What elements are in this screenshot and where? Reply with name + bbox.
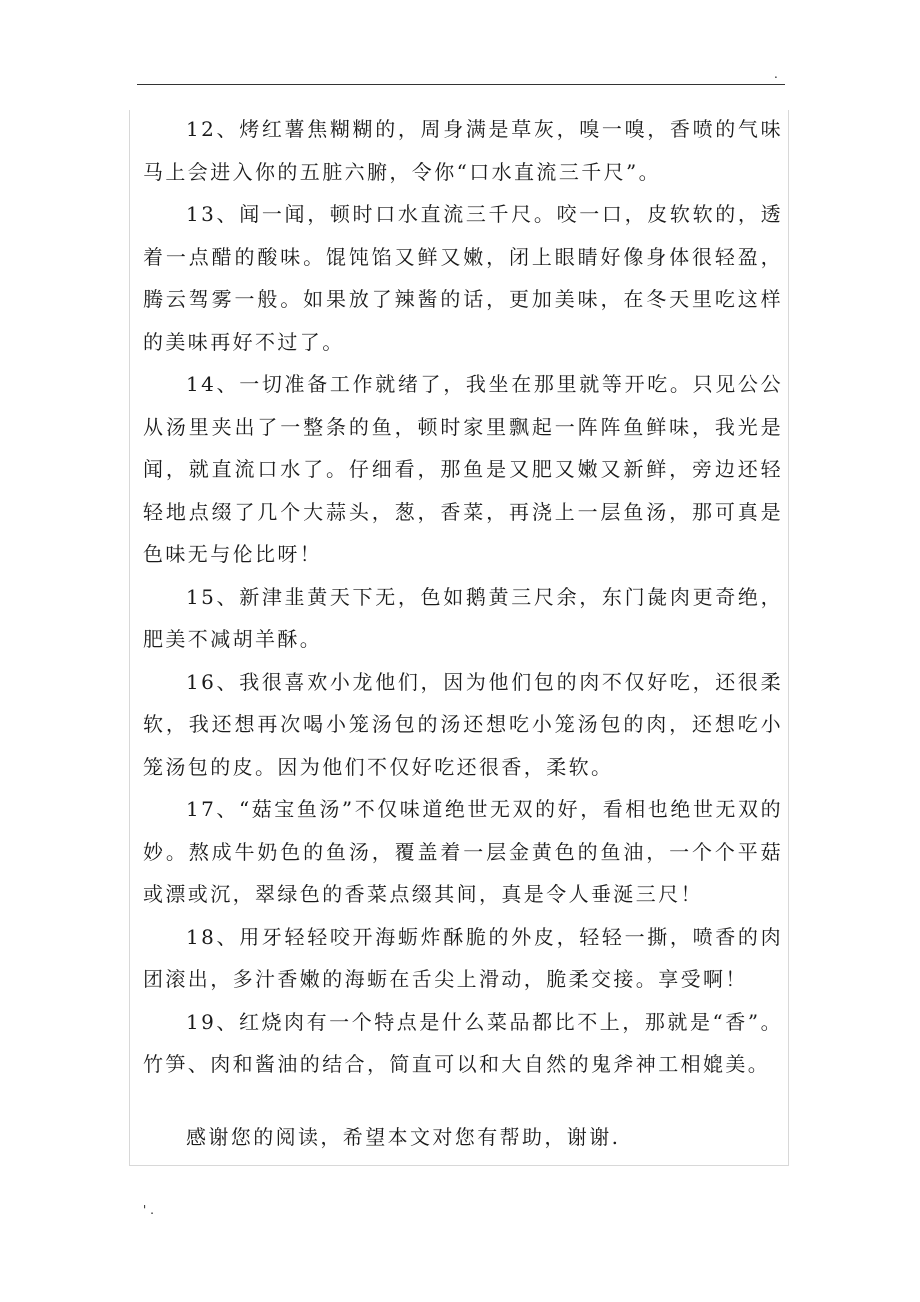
paragraph-16: 16、我很喜欢小龙他们，因为他们包的肉不仅好吃，还很柔软，我还想再次喝小笼汤包的汤还想吃小笼汤包的肉，还想吃小笼汤包的皮。因为他们不仅好吃还很香，柔软。 [143, 669, 783, 779]
paragraph-19: 19、红烧肉有一个特点是什么菜品都比不上，那就是“香”。竹笋、肉和酱油的结合，简直可以和大自然的鬼斧神工相媲美。 [143, 1009, 783, 1076]
closing-line: 感谢您的阅读，希望本文对您有帮助，谢谢. [186, 1125, 621, 1149]
footer-mark: ' . [143, 1203, 154, 1217]
header-rule [137, 84, 785, 85]
paragraph-17: 17、“菇宝鱼汤”不仅味道绝世无双的好，看相也绝世无双的妙。熬成牛奶色的鱼汤，覆盖着一层金黄色的鱼油，一个个平菇或漂或沉，翠绿色的香菜点缀其间，真是令人垂涎三尺！ [143, 797, 783, 906]
paragraph-13: 13、闻一闻，顿时口水直流三千尺。咬一口，皮软软的，透着一点醋的酸味。馄饨馅又鲜又嫩，闭上眼睛好像身体很轻盈，腾云驾雾一般。如果放了辣酱的话，更加美味，在冬天里吃这样的美味再好不过了。 [143, 202, 783, 354]
paragraph-12: 12、烤红薯焦糊糊的，周身满是草灰，嗅一嗅，香喷的气味马上会进入你的五脏六腑，令你“口水直流三千尺”。 [143, 117, 783, 184]
paragraph-18: 18、用牙轻轻咬开海蛎炸酥脆的外皮，轻轻一撕，喷香的肉团滚出，多汁香嫩的海蛎在舌尖上滑动，脆柔交接。享受啊！ [143, 924, 783, 991]
header-mark: . [774, 67, 778, 81]
paragraph-14: 14、一切准备工作就绪了，我坐在那里就等开吃。只见公公从汤里夹出了一整条的鱼，顿时家里飘起一阵阵鱼鲜味，我光是闻，就直流口水了。仔细看，那鱼是又肥又嫩又新鲜，旁边还轻轻地点缀了几个大蒜头，葱，香菜，再浇上一层鱼汤，那可真是色味无与伦比呀！ [143, 372, 783, 566]
paragraph-15: 15、新津韭黄天下无，色如鹅黄三尺余，东门彘肉更奇绝，肥美不减胡羊酥。 [143, 584, 783, 651]
document-body [143, 108, 783, 1086]
